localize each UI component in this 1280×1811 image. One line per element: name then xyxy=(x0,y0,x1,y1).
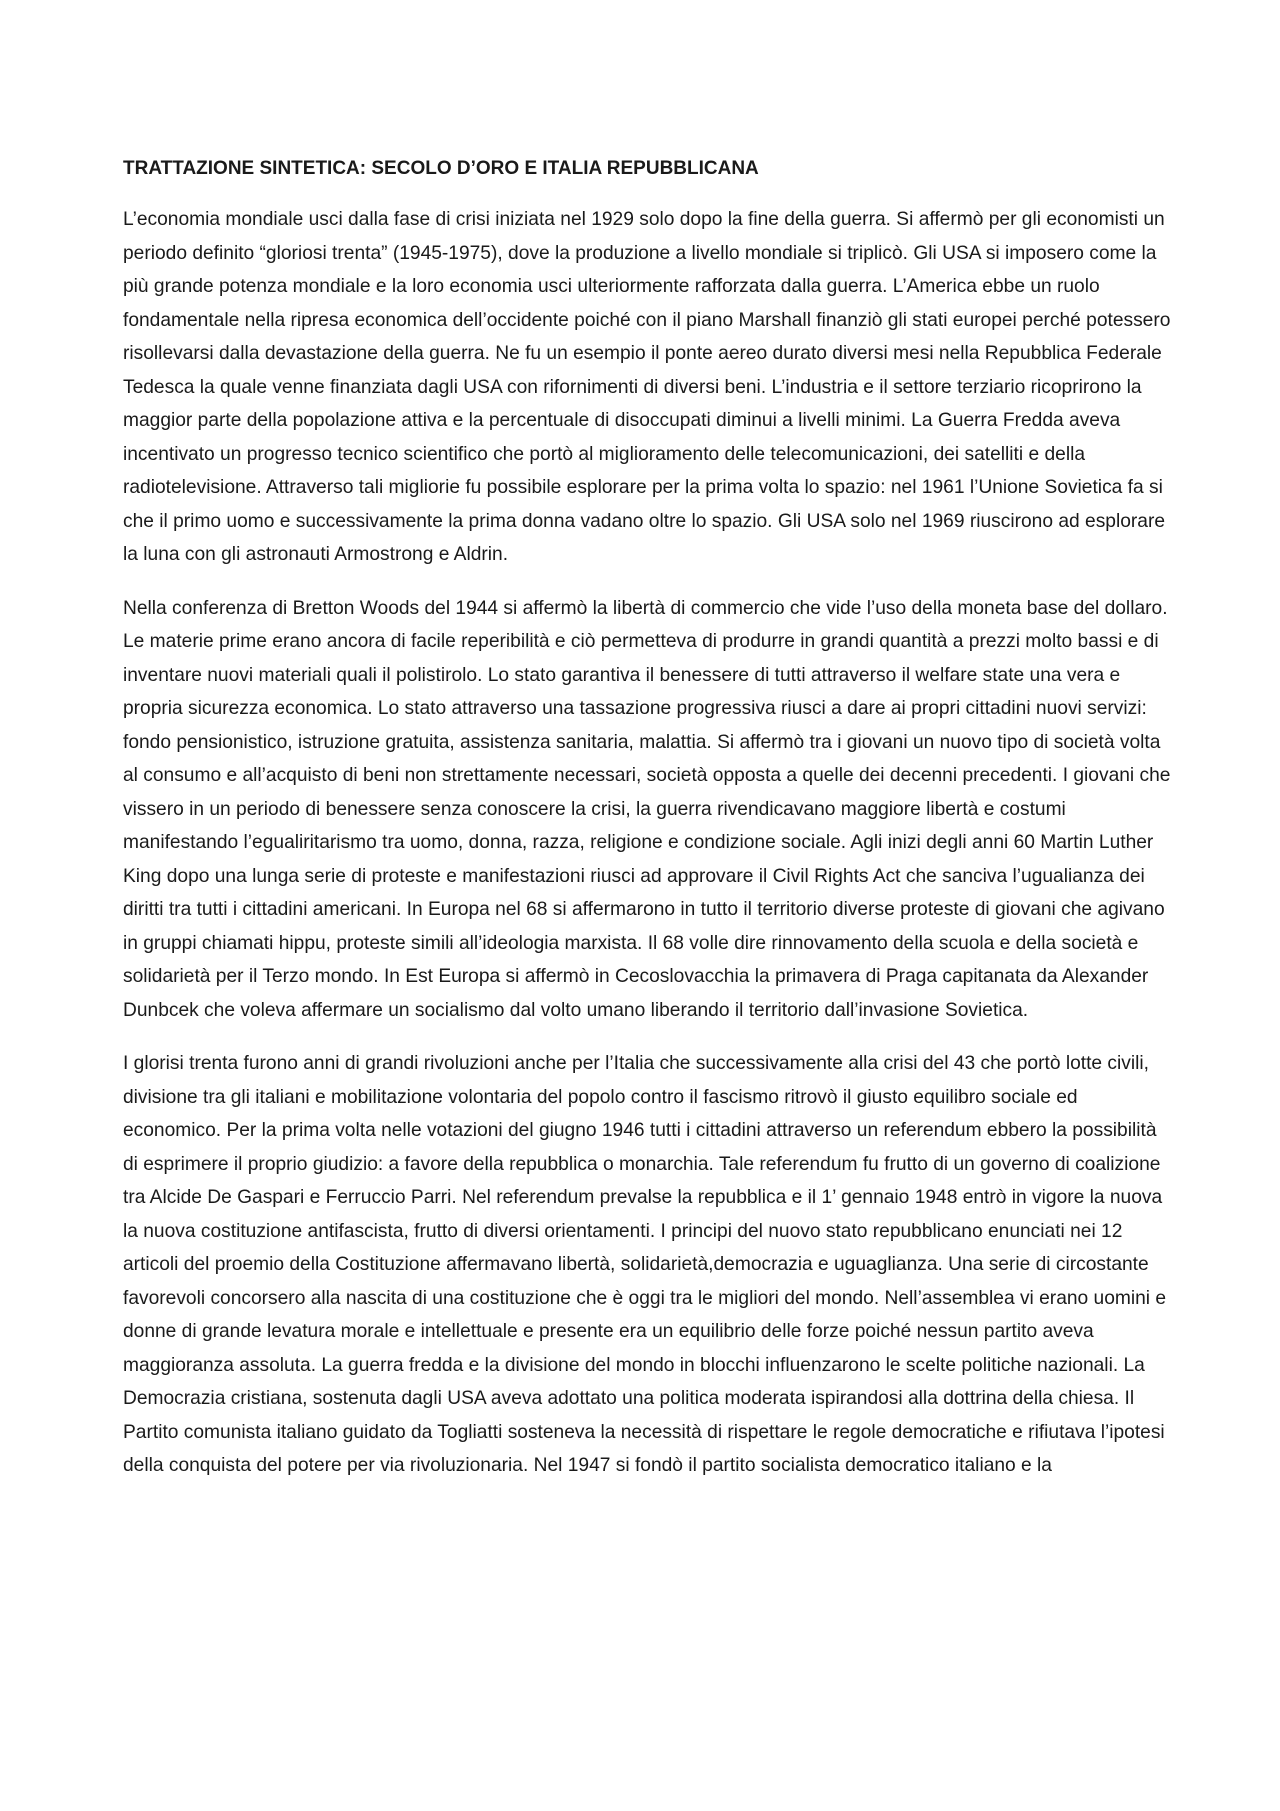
paragraph-bretton-woods: Nella conferenza di Bretton Woods del 1944 si affermò la libertà di commercio che vide l’uso della moneta base del dollaro. Le materie prime erano ancora di facile reperibilità e ciò permetteva di produrre in grandi quantità a prezzi molto bassi e di inventare nuovi materiali quali il polistirolo. Lo stato garantiva il benessere di tutti attraverso il welfare state una vera e propria sicurezza economica. Lo stato attraverso una tassazione progressiva riusci a dare ai propri cittadini nuovi servizi: fondo pensionistico, istruzione gratuita, assistenza sanitaria, malattia. Si affermò tra i giovani un nuovo tipo di società volta al consumo e all’acquisto di beni non strettamente necessari, società opposta a quelle dei decenni precedenti. I giovani che vissero in un periodo di benessere senza conoscere la crisi, la guerra rivendicavano maggiore libertà e costumi manifestando l’egualiritarismo tra uomo, donna, razza, religione e condizione sociale. Agli inizi degli anni 60 Martin Luther King dopo una lunga serie di proteste e manifestazioni riusci ad approvare il Civil Rights Act che sanciva l’ugualianza dei diritti tra tutti i cittadini americani. In Europa nel 68 si affermarono in tutto il territorio diverse proteste di giovani che agivano in gruppi chiamati hippu, proteste simili all’ideologia marxista. Il 68 volle dire rinnovamento della scuola e della società e solidarietà per il Terzo mondo. In Est Europa si affermò in Cecoslovacchia la primavera di Praga capitanata da Alexander Dunbcek che voleva affermare un socialismo dal volto umano liberando il territorio dall’invasione Sovietica. xyxy=(123,597,1171,1021)
paragraph-italia-repubblicana: I glorisi trenta furono anni di grandi rivoluzioni anche per l’Italia che successivamente alla crisi del 43 che portò lotte civili, divisione tra gli italiani e mobilitazione volontaria del popolo contro il fascismo ritrovò il giusto equilibro sociale ed economico. Per la prima volta nelle votazioni del giugno 1946 tutti i cittadini attraverso un referendum ebbero la possibilità di esprimere il proprio giudizio: a favore della repubblica o monarchia. Tale referendum fu frutto di un governo di coalizione tra Alcide De Gaspari e Ferruccio Parri. Nel referendum prevalse la repubblica e il 1’ gennaio 1948 entrò in vigore la nuova la nuova costituzione antifascista, frutto di diversi orientamenti. I principi del nuovo stato repubblicano enunciati nei 12 articoli del proemio della Costituzione affermavano libertà, solidarietà,democrazia e uguaglianza. Una serie di circostante favorevoli concorsero alla nascita di una costituzione che è oggi tra le migliori del mondo. Nell’assemblea vi erano uomini e donne di grande levatura morale e intellettuale e presente era un equilibrio delle forze poiché nessun partito aveva maggioranza assoluta. La guerra fredda e la divisione del mondo in blocchi influenzarono le scelte politiche nazionali. La Democrazia cristiana, sostenuta dagli USA aveva adottato una politica moderata ispirandosi alla dottrina della chiesa. Il Partito comunista italiano guidato da Togliatti sosteneva la necessità di rispettare le regole democratiche e rifiutava l’ipotesi della conquista del potere per via rivoluzionaria. Nel 1947 si fondò il partito socialista democratico italiano e la xyxy=(123,1053,1167,1476)
document-page xyxy=(123,152,1173,1503)
paragraph-economia-mondiale: L’economia mondiale usci dalla fase di crisi iniziata nel 1929 solo dopo la fine della guerra. Si affermò per gli economisti un periodo definito “gloriosi trenta” (1945-1975), dove la produzione a livello mondiale si triplicò. Gli USA si imposero come la più grande potenza mondiale e la loro economia usci ulteriormente rafforzata dalla guerra. L’America ebbe un ruolo fondamentale nella ripresa economica dell’occidente poiché con il piano Marshall finanziò gli stati europei perché potessero risollevarsi dalla devastazione della guerra. Ne fu un esempio il ponte aereo durato diversi mesi nella Repubblica Federale Tedesca la quale venne finanziata dagli USA con rifornimenti di diversi beni. L’industria e il settore terziario ricoprirono la maggior parte della popolazione attiva e la percentuale di disoccupati diminui a livelli minimi. La Guerra Fredda aveva incentivato un progresso tecnico scientifico che portò al miglioramento delle telecomunicazioni, dei satelliti e della radiotelevisione. Attraverso tali migliorie fu possibile esplorare per la prima volta lo spazio: nel 1961 l’Unione Sovietica fa si che il primo uomo e successivamente la prima donna vadano oltre lo spazio. Gli USA solo nel 1969 riuscirono ad esplorare la luna con gli astronauti Armostrong e Aldrin. xyxy=(123,209,1171,565)
document-title: TRATTAZIONE SINTETICA: SECOLO D’ORO E ITALIA REPUBBLICANA xyxy=(123,158,759,179)
